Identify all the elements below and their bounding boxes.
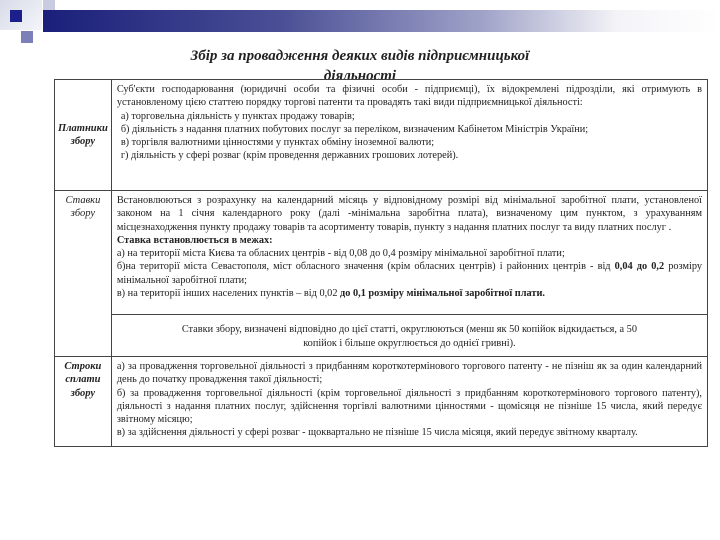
- payers-intro: Суб'єкти господарювання (юридичні особи та фізичні особи - підприємці), їх відокремлені підрозділи, які отримують в установленому цією статтею порядку торгові патенти та провадять такі види підприємницької діяльності:: [116, 84, 702, 109]
- title-line-1: Збір за провадження деяких видів підприємницької: [190, 48, 530, 64]
- fee-table: [54, 79, 708, 447]
- table-row-deadlines: [55, 356, 708, 446]
- list-item: г) діяльність у сфері розваг (крім проведення державних грошових лотерей).: [120, 150, 459, 162]
- rounding-note: Ставки збору, визначені відповідно до цієї статті, округлюються (менш як 50 копійок відкидається, а 50 копійок і більше округлюється до однієї гривні).: [111, 315, 707, 357]
- bold-text: до 0,1 розміру мінімальної заробітної плати.: [340, 288, 545, 300]
- list-item: [117, 260, 702, 287]
- table-row-rounding: [55, 315, 708, 357]
- list-item: [117, 287, 702, 300]
- rates-intro: Встановлюються з розрахунку на календарний місяць у відповідному розмірі від мінімальної заробітної плати, установленої законом на 1 січня календарного року (далі -мінімальна заробітна плата), визначеному цим пунктом, з урахуванням місцезнаходження пункту продажу товарів та асортименту товарів, пункту з надання платних послуг та виду платних послуг .: [116, 195, 702, 233]
- text: б)на території міста Севастополя, міст обласного значення (крім обласних центрів) і районних центрів - від: [116, 261, 615, 273]
- list-item: а) на території міста Києва та обласних центрів - від 0,08 до 0,4 розміру мінімальної заробітної плати;: [116, 248, 565, 260]
- list-item: в) торгівля валютними цінностями у пунктах обміну іноземної валюти;: [120, 137, 435, 149]
- list-item: б) за провадження торговельної діяльності (крім торговельної діяльності з придбанням короткотермінового торгового патенту), діяльності з надання платних послуг, здійснення торгівлі валютними цінностями - щомісяця не пізніше 15 числа, який передує звітному місяцю;: [116, 387, 702, 426]
- row-content: [111, 191, 707, 315]
- row-label: Платники збору: [55, 80, 112, 191]
- limits-heading: Ставка встановлюється в межах:: [116, 234, 273, 246]
- row-content: [111, 80, 707, 191]
- list-item: б) діяльність з надання платних побутових послуг за переліком, визначеним Кабінетом Міністрів України;: [120, 123, 589, 135]
- decor-square-dark: [10, 10, 22, 22]
- text: в) на території інших населених пунктів – від 0,02: [116, 288, 341, 300]
- list-item: в) за здійснення діяльності у сфері розваг - щоквартально не пізніше 15 числа місяця, який передує звітному кварталу.: [116, 427, 638, 439]
- bold-text: 0,04 до 0,2: [614, 261, 665, 273]
- table-row-payers: [55, 80, 708, 191]
- header-gradient-bar: [43, 10, 720, 32]
- row-content: [111, 356, 707, 446]
- list-item: а) за провадження торговельної діяльності з придбанням короткотермінового торгового патенту - не пізніш як за один календарний день до початку провадження такої діяльності;: [116, 360, 702, 386]
- text: розміру мінімальної заробітної плати;: [116, 261, 702, 286]
- title-line-2: діяльності: [323, 68, 397, 84]
- row-label: Строки сплати збору: [55, 356, 112, 446]
- row-label: Ставки збору: [55, 191, 112, 357]
- decor-square-mid: [21, 31, 33, 43]
- table-row-rates: [55, 191, 708, 315]
- list-item: а) торговельна діяльність у пунктах продажу товарів;: [120, 110, 355, 122]
